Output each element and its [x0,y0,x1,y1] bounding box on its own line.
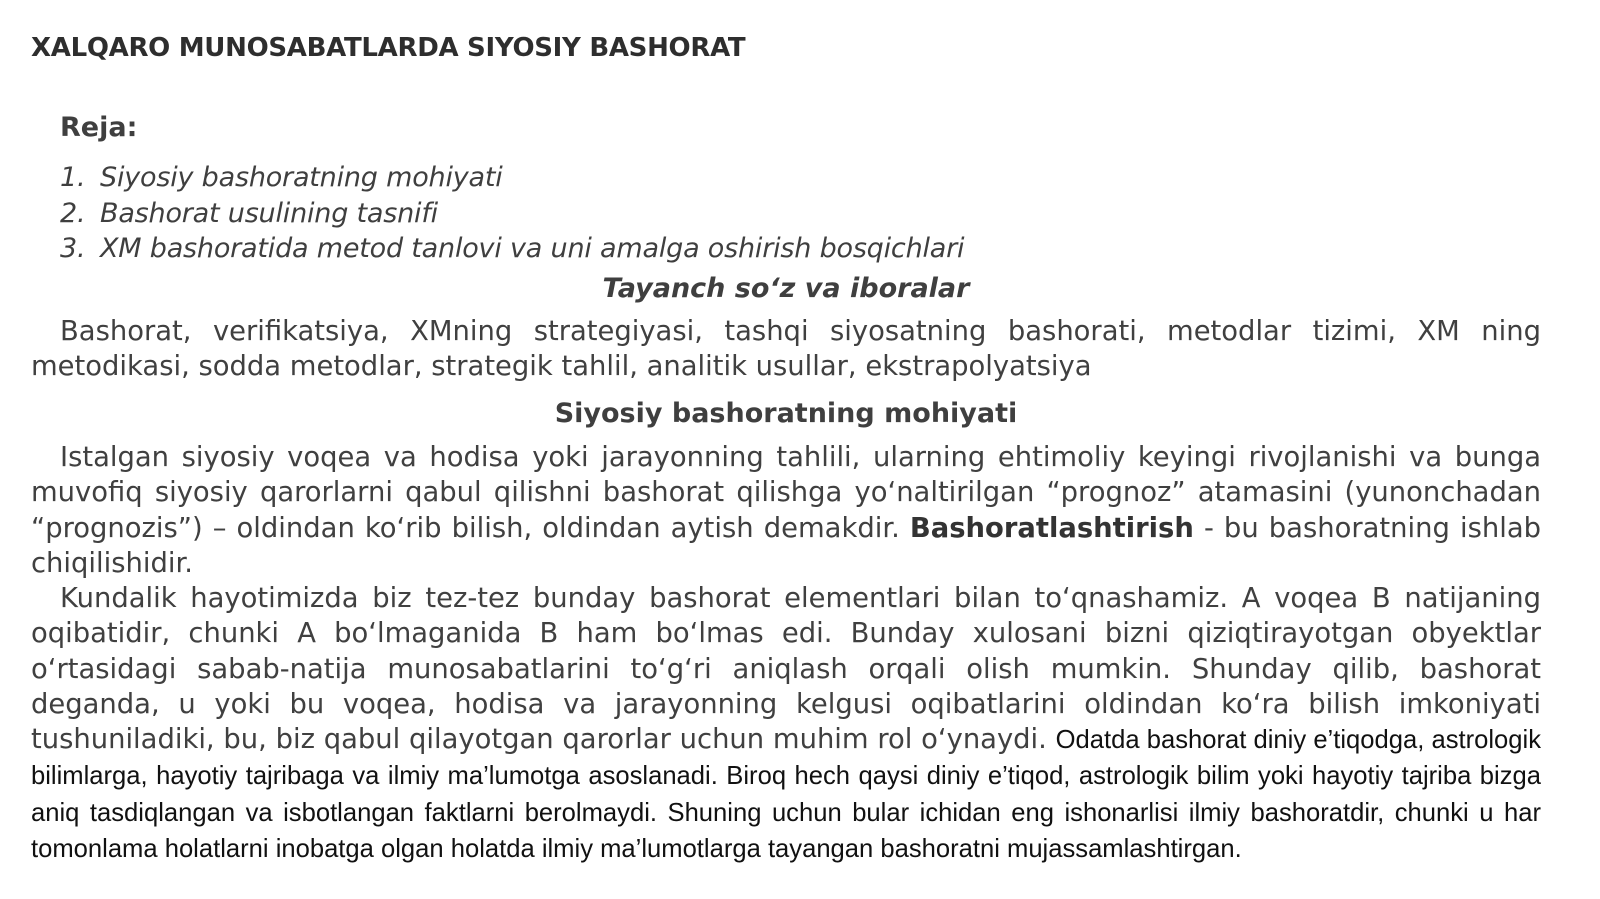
defined-term: Bashoratlashtirish [909,512,1194,544]
plan-item-text: XM bashoratida metod tanlovi va uni amalga oshirish bosqichlari [100,233,965,264]
keywords-heading: Tayanch so‘z va iboralar [602,273,970,304]
paragraph-text: Kundalik hayotimizda biz tez-tez bunday bashorat elementlari bilan to‘qnashamiz. A voqea B natijaning oqibatidir, chunki A bo‘lmaganida B ham bo‘lmas edi. Bunday xulosani bizni qiziqtirayotgan obyektlar o‘rtasidagi sabab-natija munosabatlarini to‘g‘ri aniqlash orqali olish mumkin. Shunday qilib, bashorat deganda, u yoki bu voqea, hodisa va jarayonning kelgusi oqibatlarini oldindan ko‘ra bilish imkoniyati tushuniladiki, bu, biz qabul qilayotgan qarorlar uchun muhim rol o‘ynaydi. [31,583,1541,756]
plan-list [60,160,964,267]
plan-item-number: 1. [60,162,86,193]
body-paragraph [31,440,1541,581]
paragraph-text: Istalgan siyosiy voqea va hodisa yoki jarayonning tahlili, ularning ehtimoliy keyingi rivojlanishi va bunga muvofiq siyosiy qarorlarni qabul qilishni bashorat qilishga yo‘naltirilgan “prognoz” atamasini (yunonchadan “prognozis”) – oldindan ko‘rib bilish, oldindan aytish demakdir. [31,442,1541,544]
plan-item-number: 3. [60,233,86,264]
plan-item-text: Siyosiy bashoratning mohiyati [100,162,503,193]
body-paragraph [31,581,1541,899]
plan-item-text: Bashorat usulining tasnifi [100,197,438,229]
plan-item-number: 2. [60,197,86,229]
section-heading: Siyosiy bashoratning mohiyati [554,398,1018,429]
plan-label: Reja: [60,112,138,143]
paragraph-text: - bu bashoratning ishlab chiqilishidir. [31,512,1541,579]
document-title: XALQARO MUNOSABATLARDA SIYOSIY BASHORAT [31,33,746,63]
plan-item [60,160,964,196]
paragraph-text-continued: Odatda bashorat diniy e’tiqodga, astrologik bilimlarga, hayotiy tajribaga va ilmiy ma’lumotga asoslanadi. Biroq hech qaysi diniy e’tiqod, astrologik bilim yoki hayotiy tajriba bizga aniq tasdiqlangan va isbotlangan faktlarni berolmaydi. Shuning uchun bular ichidan eng ishonarlisi ilmiy bashoratdir, chunki u har tomonlama holatlarni inobatga olgan holatda ilmiy ma’lumotlarga tayangan bashoratni mujassamlashtirgan. [31,726,1541,864]
plan-item [60,196,964,232]
plan-item [60,231,964,267]
keywords-paragraph: Bashorat, verifikatsiya, XMning strategiyasi, tashqi siyosatning bashorati, metodlar tizimi, XM ning metodikasi, sodda metodlar, strategik tahlil, analitik usullar, ekstrapolyatsiya [31,316,1541,383]
